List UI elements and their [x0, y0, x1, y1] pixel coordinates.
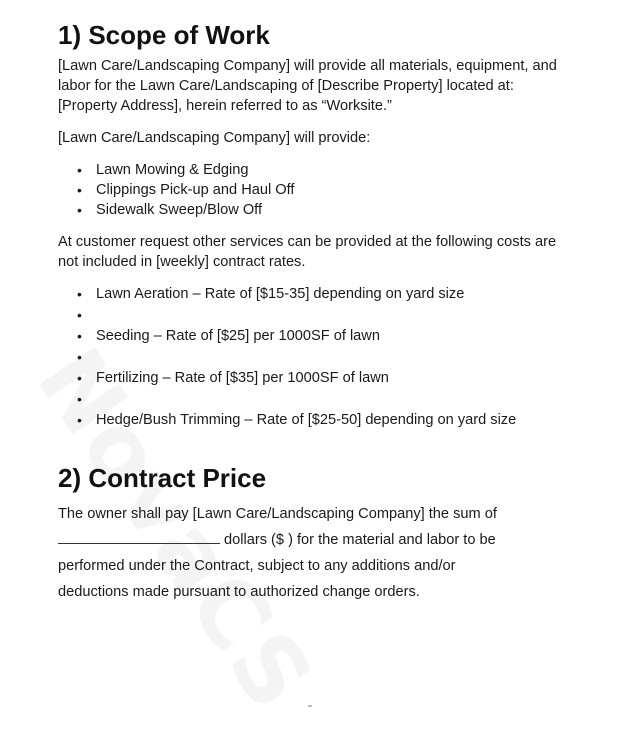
- services-intro: [Lawn Care/Landscaping Company] will provide:: [58, 130, 371, 146]
- contract-price-line: [58, 527, 568, 553]
- extra-services-intro: At customer request other services can be provided at the following costs are not included in [weekly] contract rates.: [58, 234, 557, 270]
- list-item: [58, 389, 568, 410]
- section-2-heading: 2) Contract Price: [58, 463, 267, 493]
- scope-paragraph: [Lawn Care/Landscaping Company] will provide all materials, equipment, and labor for the Lawn Care/Landscaping of [Describe Property] located at: [Property Address], herein referred to as “Worksite.”: [58, 58, 557, 114]
- document-page: [58, 20, 568, 605]
- contract-price-body: [58, 501, 568, 605]
- bullet-icon: •: [77, 202, 82, 218]
- bullet-icon: •: [77, 162, 82, 178]
- bullet-icon: •: [77, 286, 82, 302]
- list-item-text: Fertilizing – Rate of [$35] per 1000SF of lawn: [96, 370, 389, 386]
- list-item-text: Hedge/Bush Trimming – Rate of [$25-50] depending on yard size: [96, 412, 517, 428]
- bullet-icon: •: [77, 349, 82, 365]
- list-item-text: Sidewalk Sweep/Blow Off: [96, 202, 263, 218]
- bullet-icon: •: [77, 391, 82, 407]
- list-item-text: Clippings Pick-up and Haul Off: [96, 182, 295, 198]
- list-item: [58, 326, 568, 347]
- bullet-icon: •: [77, 412, 82, 428]
- list-item: [58, 200, 568, 220]
- bullet-icon: •: [77, 182, 82, 198]
- list-item: [58, 160, 568, 180]
- list-item-text: Lawn Mowing & Edging: [96, 162, 249, 178]
- list-item-text: Lawn Aeration – Rate of [$15-35] depending on yard size: [96, 286, 465, 302]
- list-item-text: Seeding – Rate of [$25] per 1000SF of lawn: [96, 328, 380, 344]
- included-services-list: [58, 160, 568, 220]
- contract-price-line: deductions made pursuant to authorized change orders.: [58, 584, 420, 600]
- list-item: [58, 284, 568, 305]
- list-item: [58, 368, 568, 389]
- bullet-icon: •: [77, 307, 82, 323]
- extra-services-list: [58, 284, 568, 431]
- contract-price-line: performed under the Contract, subject to any additions and/or: [58, 558, 456, 574]
- list-item: [58, 305, 568, 326]
- page-footer-mark: [308, 705, 312, 707]
- section-1-heading: 1) Scope of Work: [58, 20, 270, 50]
- bullet-icon: •: [77, 328, 82, 344]
- bullet-icon: •: [77, 370, 82, 386]
- amount-blank-field[interactable]: [58, 529, 220, 544]
- list-item: [58, 180, 568, 200]
- list-item: [58, 410, 568, 431]
- contract-price-line-text: dollars ($ ) for the material and labor to be: [224, 532, 496, 548]
- list-item: [58, 347, 568, 368]
- contract-price-line: The owner shall pay [Lawn Care/Landscaping Company] the sum of: [58, 506, 497, 522]
